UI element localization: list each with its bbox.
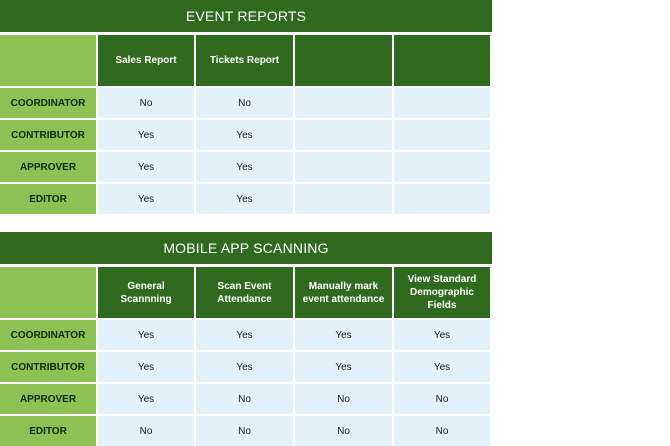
row-label-approver: APPROVER [0,384,96,414]
table-cell: No [196,384,293,414]
column-header [394,35,490,86]
permissions-table [0,35,492,214]
column-header: View Standard Demographic Fields [394,267,490,318]
table-cell: Yes [98,352,194,382]
table-cell: No [196,416,293,446]
table-cell: Yes [295,320,392,350]
table-cell: No [98,88,194,118]
table-cell [394,184,490,214]
table-cell: No [98,416,194,446]
column-header: Tickets Report [196,35,293,86]
table-cell: No [394,384,490,414]
column-header [295,35,392,86]
row-label-editor: EDITOR [0,416,96,446]
mobile-app-scanning-section [0,232,492,446]
section-title: EVENT REPORTS [0,0,492,32]
table-cell [394,88,490,118]
table-cell: Yes [196,184,293,214]
table-cell: Yes [295,352,392,382]
table-cell: Yes [98,120,194,150]
table-cell: No [394,416,490,446]
event-reports-section [0,0,492,214]
table-cell: Yes [394,320,490,350]
section-title: MOBILE APP SCANNING [0,232,492,264]
row-label-contributor: CONTRIBUTOR [0,120,96,150]
table-cell [295,152,392,182]
row-label-coordinator: COORDINATOR [0,88,96,118]
table-cell [394,120,490,150]
table-cell: Yes [196,320,293,350]
table-corner [0,267,96,318]
table-cell [295,184,392,214]
table-cell: Yes [98,152,194,182]
table-cell: No [295,416,392,446]
table-corner [0,35,96,86]
table-cell [394,152,490,182]
column-header: Manually mark event attendance [295,267,392,318]
table-cell [295,120,392,150]
row-label-approver: APPROVER [0,152,96,182]
table-cell: Yes [196,352,293,382]
row-label-editor: EDITOR [0,184,96,214]
table-cell [295,88,392,118]
column-header: Scan Event Attendance [196,267,293,318]
table-cell: Yes [98,384,194,414]
table-cell: Yes [98,320,194,350]
table-cell: Yes [394,352,490,382]
table-cell: Yes [196,152,293,182]
column-header: General Scannning [98,267,194,318]
permissions-table [0,267,492,446]
table-cell: Yes [98,184,194,214]
column-header: Sales Report [98,35,194,86]
table-cell: Yes [196,120,293,150]
row-label-coordinator: COORDINATOR [0,320,96,350]
table-cell: No [196,88,293,118]
row-label-contributor: CONTRIBUTOR [0,352,96,382]
table-cell: No [295,384,392,414]
